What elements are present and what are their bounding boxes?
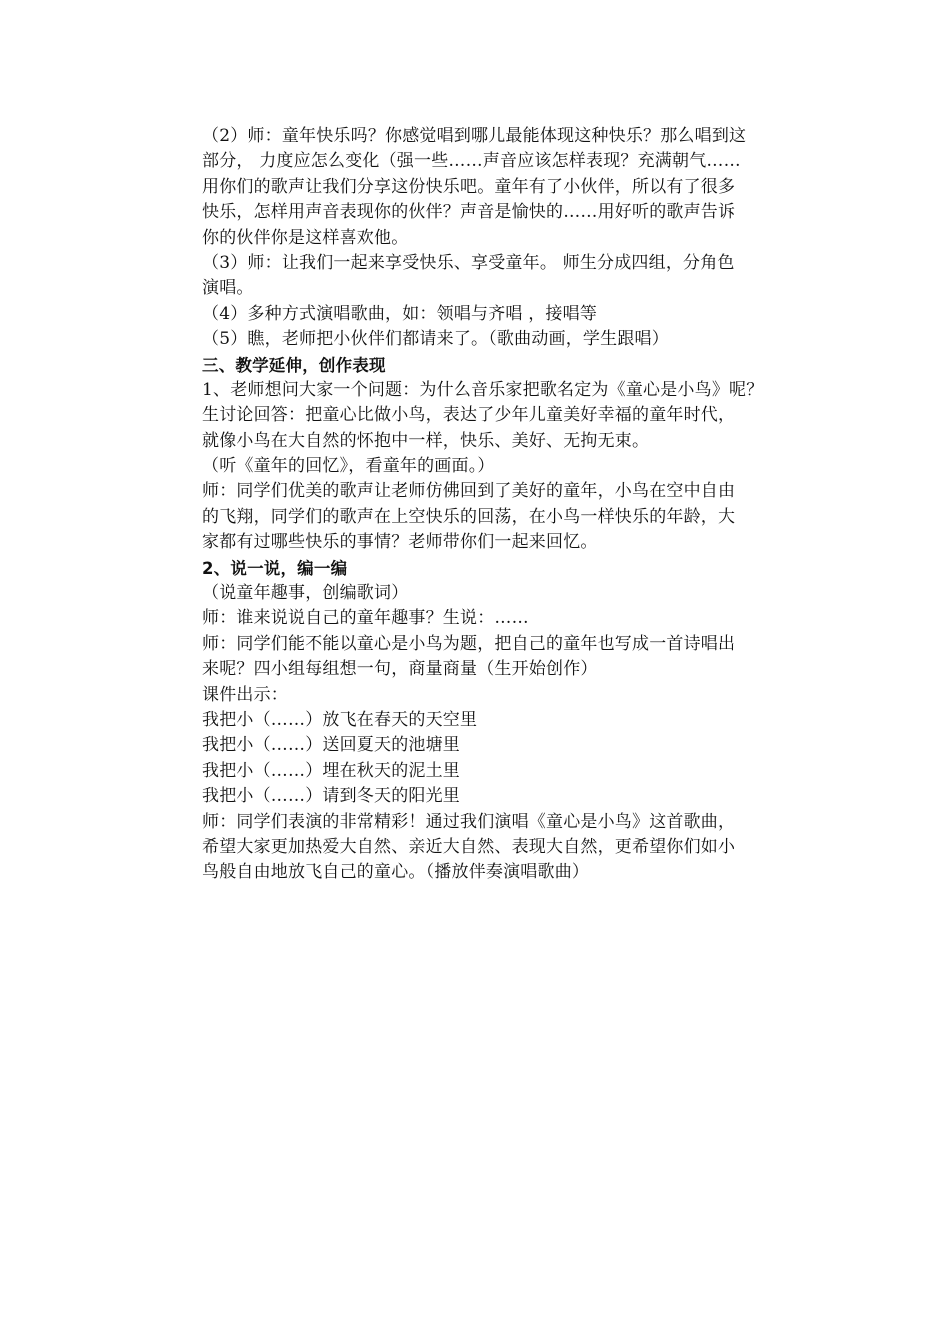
text-line: 师：谁来说说自己的童年趣事？生说：……: [202, 608, 529, 629]
text-line: 希望大家更加热爱大自然、亲近大自然、表现大自然，更希望你们如小: [202, 836, 736, 857]
text-line: 用你们的歌声让我们分享这份快乐吧。童年有了小伙伴，所以有了很多: [202, 176, 736, 197]
text-line: 师：同学们表演的非常精彩！通过我们演唱《童心是小鸟》这首歌曲，: [202, 811, 736, 832]
text-line: （3）师：让我们一起来享受快乐、享受童年。 师生分成四组，分角色: [202, 252, 735, 273]
text-line: 我把小（……）放飞在春天的天空里: [202, 709, 478, 730]
text-line: 鸟般自由地放飞自己的童心。（播放伴奏演唱歌曲）: [202, 862, 590, 883]
text-line: 我把小（……）请到冬天的阳光里: [202, 786, 460, 807]
text-line: 演唱。: [202, 278, 254, 299]
text-line: 你的伙伴你是这样喜欢他。: [202, 227, 409, 248]
text-line: （4）多种方式演唱歌曲，如：领唱与齐唱 ，接唱等: [202, 303, 598, 324]
text-line: 来呢？四小组每组想一句，商量商量（生开始创作）: [202, 659, 598, 680]
text-line: 的飞翔，同学们的歌声在上空快乐的回荡，在小鸟一样快乐的年龄，大: [202, 506, 736, 527]
text-line: 师：同学们优美的歌声让老师仿佛回到了美好的童年，小鸟在空中自由: [202, 481, 736, 502]
text-line: 师：同学们能不能以童心是小鸟为题，把自己的童年也写成一首诗唱出: [202, 633, 736, 654]
text-line: 生讨论回答：把童心比做小鸟，表达了少年儿童美好幸福的童年时代，: [202, 405, 736, 426]
text-line: （说童年趣事，创编歌词）: [202, 583, 409, 604]
text-line: 课件出示：: [202, 684, 288, 705]
section-heading: 2、说一说，编一编: [202, 558, 348, 578]
text-line: 1、老师想问大家一个问题：为什么音乐家把歌名定为《童心是小鸟》呢？: [202, 379, 764, 400]
text-line: （5）瞧，老师把小伙伴们都请来了。（歌曲动画，学生跟唱）: [202, 329, 669, 350]
text-line: （2）师：童年快乐吗？你感觉唱到哪儿最能体现这种快乐？那么唱到这: [202, 126, 747, 146]
text-line: 家都有过哪些快乐的事情？老师带你们一起来回忆。: [202, 532, 598, 553]
text-line: 我把小（……）埋在秋天的泥土里: [202, 760, 460, 781]
text-line: 就像小鸟在大自然的怀抱中一样，快乐、美好、无拘无束。: [202, 430, 650, 451]
text-line: 我把小（……）送回夏天的池塘里: [202, 735, 460, 756]
text-line: 部分， 力度应怎么变化（强一些……声音应该怎样表现？充满朝气……: [202, 151, 741, 172]
section-heading: 三、教学延伸，创作表现: [202, 355, 386, 375]
document-body: [202, 124, 822, 886]
text-line: （听《童年的回忆》，看童年的画面。）: [202, 456, 495, 477]
text-line: 快乐，怎样用声音表现你的伙伴？声音是愉快的……用好听的歌声告诉: [202, 202, 736, 223]
